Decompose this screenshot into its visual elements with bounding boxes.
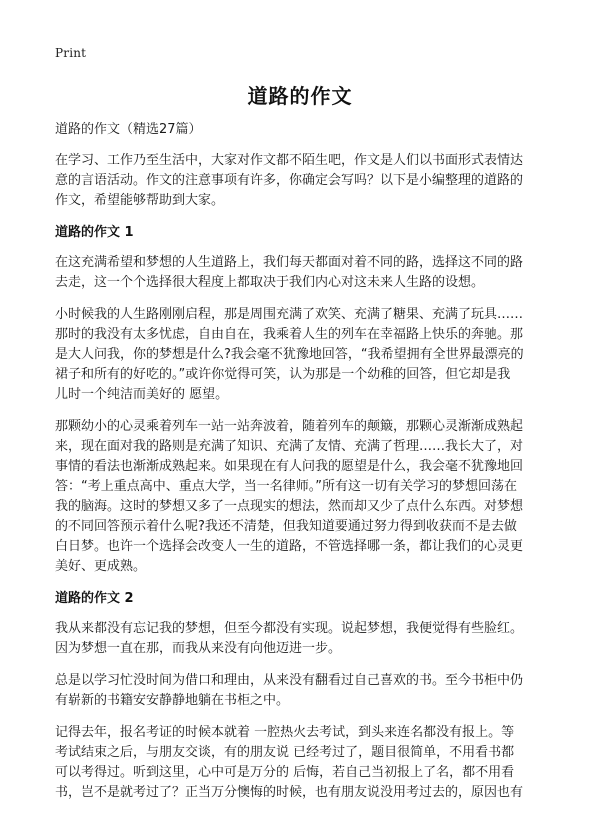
text-line: 有崭新的书籍安安静静地躺在书柜之中。 bbox=[55, 693, 290, 708]
text-line: 事情的看法也渐渐成熟起来。如果现在有人问我的愿望是什么，我会毫不犹豫地回 bbox=[55, 459, 524, 474]
text-line: 去走，这一个个选择很大程度上都取决于我们内心对这未来人生路的设想。 bbox=[55, 275, 485, 290]
section-heading: 道路的作文 2 bbox=[55, 591, 134, 606]
paragraph bbox=[55, 417, 553, 577]
text-line: 是大人问我，你的梦想是什么?我会毫不犹豫地回答，“我希望拥有全世界最漂亮的 bbox=[55, 347, 524, 362]
document-subtitle: 道路的作文（精选27篇） bbox=[55, 122, 202, 137]
document-body bbox=[55, 120, 553, 815]
paragraph bbox=[55, 723, 553, 803]
text-line: 考试结束之后，与朋友交谈，有的朋友说 已经考过了，题目很简单，不用看书都 bbox=[55, 745, 515, 760]
text-line: 总是以学习忙没时间为借口和理由，从来没有翻看过自己喜欢的书。至今书柜中仍 bbox=[55, 673, 524, 688]
text-line: 记得去年，报名考证的时候本就着 一腔热火去考试，到头来连名都没有报上。等 bbox=[55, 725, 515, 740]
text-line: 来，现在面对我的路则是充满了知识、充满了友情、充满了哲理……我长大了，对 bbox=[55, 439, 524, 454]
section-heading: 道路的作文 1 bbox=[55, 225, 134, 240]
text-line: 作文，希望能够帮助到大家。 bbox=[55, 193, 225, 208]
text-line: 书，岂不是就考过了？正当万分懊悔的时候，也有朋友说没用考过去的，原因也有 bbox=[55, 785, 524, 800]
text-line: 答：“考上重点高中、重点大学，当一名律师。”所有这一切有关学习的梦想回荡在 bbox=[55, 479, 517, 494]
text-line: 可以考得过。听到这里，心中可是万分的 后悔，若自己当初报上了名，都不用看 bbox=[55, 765, 515, 780]
page-title: 道路的作文 bbox=[247, 84, 353, 108]
paragraph bbox=[55, 671, 553, 711]
text-line: 因为梦想一直在那，而我从来没有向他迈进一步。 bbox=[55, 641, 342, 656]
text-line: 在这充满希望和梦想的人生道路上，我们每天都面对着不同的路，选择这不同的路 bbox=[55, 255, 524, 270]
paragraph bbox=[55, 305, 553, 405]
text-line: 小时候我的人生路刚刚启程，那是周围充满了欢笑、充满了糖果、充满了玩具…… bbox=[55, 307, 524, 322]
text-line: 美好、更成熟。 bbox=[55, 559, 147, 574]
text-line: 裙子和所有的好吃的。”或许你觉得可笑，认为那是一个幼稚的回答，但它却是我 bbox=[55, 367, 511, 382]
text-line: 白日梦。也许一个选择会改变人一生的道路，不管选择哪一条，都让我们的心灵更 bbox=[55, 539, 524, 554]
print-label[interactable]: Print bbox=[55, 46, 87, 60]
text-line: 我的脑海。这时的梦想又多了一点现实的想法，然而却又少了点什么东西。对梦想 bbox=[55, 499, 524, 514]
intro-paragraph bbox=[55, 151, 553, 211]
text-line: 的不同回答预示着什么呢?我还不清楚，但我知道要通过努力得到收获而不是去做 bbox=[55, 519, 517, 534]
text-line: 那颗幼小的心灵乘着列车一站一站奔波着，随着列车的颠簸，那颗心灵渐渐成熟起 bbox=[55, 419, 524, 434]
text-line: 意的言语活动。作文的注意事项有许多，你确定会写吗？以下是小编整理的道路的 bbox=[55, 173, 524, 188]
paragraph bbox=[55, 253, 553, 293]
text-line: 在学习、工作乃至生活中，大家对作文都不陌生吧，作文是人们以书面形式表情达 bbox=[55, 153, 524, 168]
text-line: 儿时一个纯洁而美好的 愿望。 bbox=[55, 387, 229, 402]
paragraph bbox=[55, 619, 553, 659]
text-line: 那时的我没有太多忧虑，自由自在，我乘着人生的列车在幸福路上快乐的奔驰。那 bbox=[55, 327, 524, 342]
text-line: 我从来都没有忘记我的梦想，但至今都没有实现。说起梦想，我便觉得有些脸红。 bbox=[55, 621, 524, 636]
